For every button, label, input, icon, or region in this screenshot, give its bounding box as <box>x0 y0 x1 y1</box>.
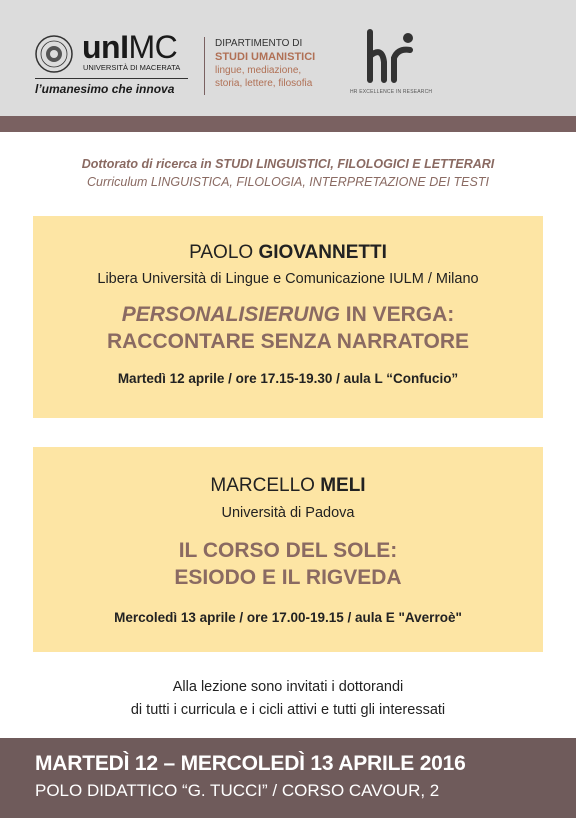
department-name: STUDI UMANISTICI <box>215 51 316 63</box>
university-seal-icon <box>35 35 73 73</box>
divider <box>204 37 205 95</box>
hr-excellence-logo-icon <box>360 28 420 88</box>
department-label: DIPARTIMENTO DI <box>215 38 303 49</box>
university-name: UNIVERSITÀ DI MACERATA <box>83 63 181 72</box>
curriculum-title: Curriculum LINGUISTICA, FILOLOGIA, INTERPRETAZIONE DEI TESTI <box>87 175 489 189</box>
speaker-name: PAOLO GIOVANNETTI <box>189 242 387 263</box>
doctorate-title: Dottorato di ricerca in STUDI LINGUISTICI, FILOLOGICI E LETTERARI <box>81 157 495 171</box>
university-logo: unIMC <box>82 29 178 65</box>
doctorate-info <box>0 155 576 191</box>
motto: l’umanesimo che innova <box>35 82 175 96</box>
lecture-title: IL CORSO DEL SOLE: ESIODO E IL RIGVEDA <box>174 539 402 589</box>
speaker-name: MARCELLO MELI <box>210 475 366 496</box>
header-band <box>0 116 576 132</box>
header <box>0 0 576 116</box>
footer <box>0 738 576 818</box>
lecture-title: PERSONALISIERUNG IN VERGA: RACCONTARE SENZA NARRATORE <box>106 303 470 353</box>
hr-caption: HR EXCELLENCE IN RESEARCH <box>350 89 433 95</box>
speaker-affiliation: Università di Padova <box>221 505 355 521</box>
event-location: POLO DIDATTICO “G. TUCCI” / CORSO CAVOUR, 2 <box>35 781 440 800</box>
lecture-schedule: Martedì 12 aprile / ore 17.15-19.30 / aula L “Confucio” <box>117 371 459 386</box>
event-dates: MARTEDÌ 12 – MERCOLEDÌ 13 APRILE 2016 <box>35 752 466 775</box>
divider <box>35 78 188 79</box>
lecture-schedule: Mercoledì 13 aprile / ore 17.00-19.15 / aula E "Averroè" <box>114 610 462 625</box>
lecture-box <box>33 447 543 652</box>
invitation-text: Alla lezione sono invitati i dottorandi di tutti i curricula e i cicli attivi e tutti gli interessati <box>130 679 446 718</box>
department-subjects: lingue, mediazione, storia, lettere, filosofia <box>215 65 313 89</box>
speaker-affiliation: Libera Università di Lingue e Comunicazione IULM / Milano <box>97 271 479 287</box>
lecture-box <box>33 216 543 418</box>
